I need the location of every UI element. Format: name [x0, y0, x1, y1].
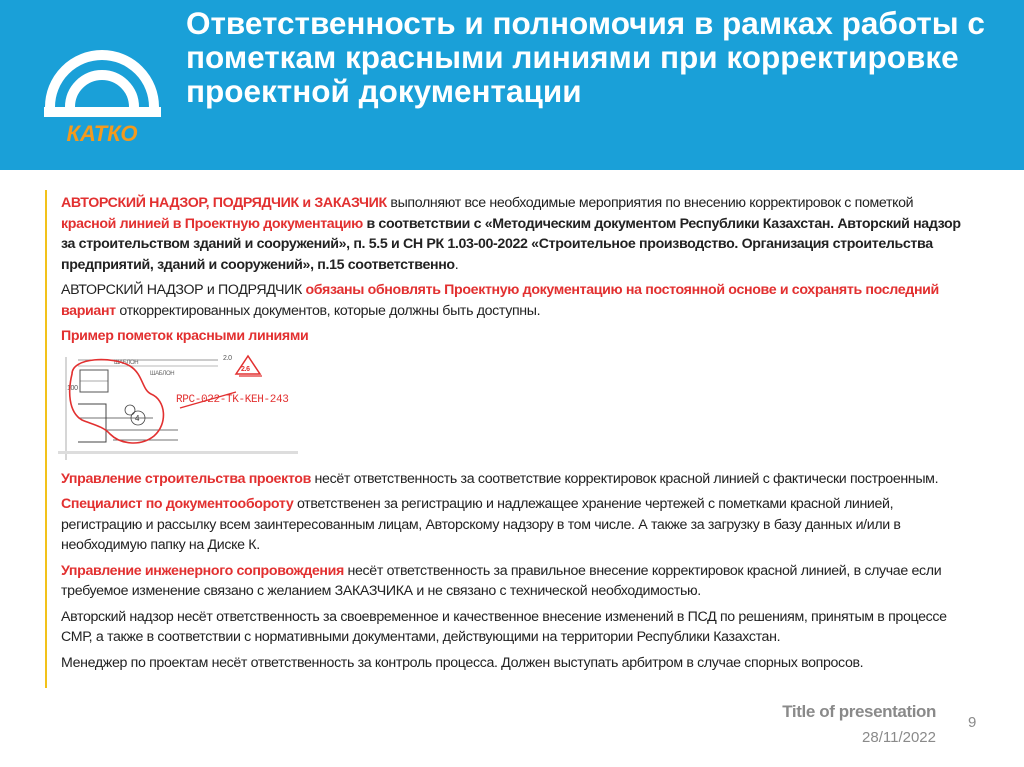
header-banner	[0, 0, 1024, 170]
sketch-revision-label: 2.6	[241, 365, 250, 373]
sketch-circle-number: 4	[135, 413, 140, 423]
paragraph-manager: Менеджер по проектам несёт ответственность за контроль процесса. Должен выступать арбитром в случае спорных вопросов.	[61, 654, 864, 671]
red-line-markup-example	[58, 352, 338, 467]
paragraph-parties	[61, 193, 961, 275]
doc-specialist: Специалист по документообороту	[61, 496, 294, 512]
paragraph-engineering	[61, 561, 961, 602]
construction-dept: Управление строительства проектов	[61, 470, 311, 487]
obligation-parties: АВТОРСКИЙ НАДЗОР и ПОДРЯДЧИК	[61, 282, 306, 298]
paragraph-supervision: Авторский надзор несёт ответственность за своевременное и качественное внесение изменений в ПСД по решениям, принятым в процессе СМР, а также в соответствии с нормативными документами, действующими на территории Республики Казахстан.	[61, 608, 947, 645]
example-label: Пример пометок красными линиями	[61, 328, 309, 344]
page-number: 9	[968, 714, 977, 731]
period: .	[454, 256, 459, 273]
construction-text: несёт ответственность за соответствие корректировок красной линией с фактически построенным.	[310, 470, 939, 487]
regulation-reference: в соответствии с «Методическим документом Республики Казахстан. Авторский надзор за строительством зданий и сооружений», п. 5.5 и СН РК 1.03-00-2022 «Строительное производство. Организация строительства предприятий, зданий и сооружений», п.15 соответственно	[61, 215, 961, 273]
engineering-text: несёт ответственность за правильное внесение корректировок красной линией, в случае если требуемое изменение связано с желанием ЗАКАЗЧИКА и не связано с технической необходимостью.	[61, 562, 942, 599]
footer-date: 28/11/2022	[862, 729, 936, 746]
doc-specialist-text: ответственен за регистрацию и надлежащее хранение чертежей с пометками красной линией, регистрацию и рассылку всем заинтересованным лицам, Авторскому надзору в том числе. А также за загрузку в базу данных и/или в необходимую папку на Диске К.	[61, 496, 901, 553]
sketch-note-2: ШАБЛОН	[150, 370, 175, 377]
left-accent-rule	[45, 190, 47, 688]
parties-text: выполняют все необходимые мероприятия по внесению корректировок с пометкой	[386, 195, 914, 211]
obligation-phrase: обязаны обновлять Проектную документацию на постоянной основе и сохранять последний вариант	[61, 282, 939, 319]
sketch-markup-code: RPC-022-TK-KEH-243	[176, 393, 289, 406]
sketch-note-1: ШАБЛОН	[114, 359, 139, 366]
content-body	[61, 193, 961, 678]
red-line-phrase: красной линией в Проектную документацию	[61, 215, 363, 232]
obligation-text: откорректированных документов, которые должны быть доступны.	[115, 302, 541, 319]
paragraph-doc-specialist	[61, 494, 961, 556]
parties-label: АВТОРСКИЙ НАДЗОР, ПОДРЯДЧИК и ЗАКАЗЧИК	[61, 195, 387, 211]
page-title: Ответственность и полномочия в рамках работы с пометкам красными линиями при корректировке проектной документации	[186, 5, 985, 109]
engineering-dept: Управление инженерного сопровождения	[61, 562, 344, 579]
logo-text: КАТКО	[66, 121, 138, 145]
footer-title: Title of presentation	[782, 702, 936, 721]
sketch-dimension-1: 100	[67, 384, 78, 392]
sketch-dimension-2: 2.0	[223, 354, 232, 362]
paragraph-construction	[61, 469, 961, 490]
company-logo	[40, 45, 165, 145]
paragraph-obligation	[61, 280, 961, 321]
